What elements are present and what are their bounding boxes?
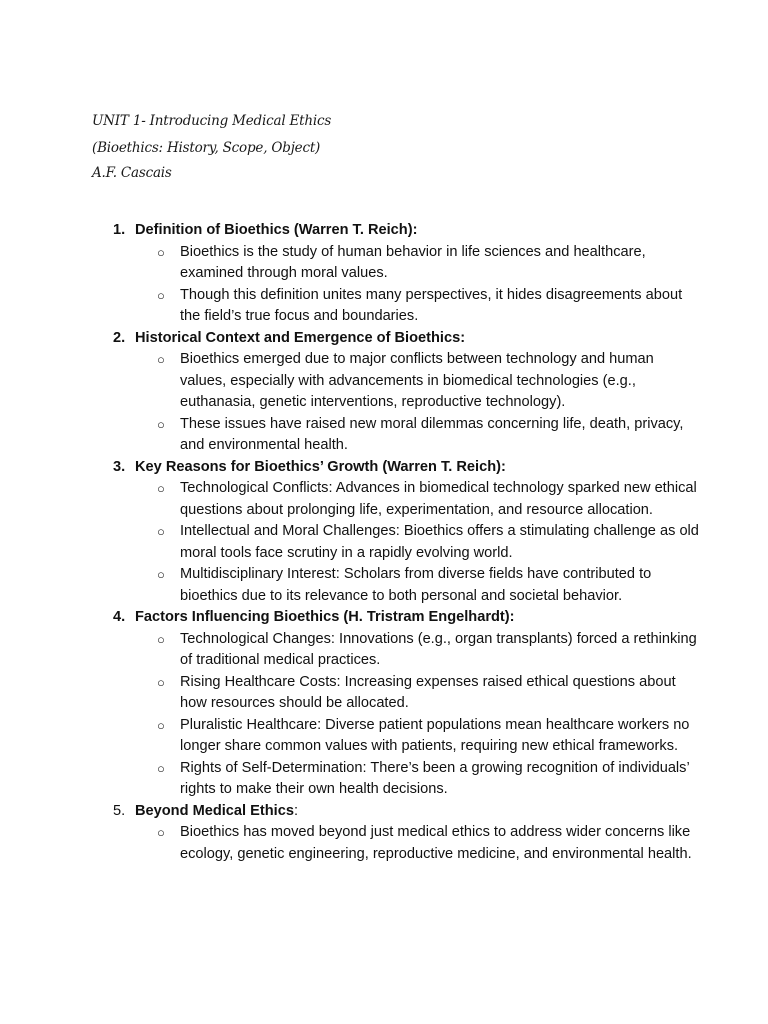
section-number: 2. <box>113 329 126 346</box>
list-item <box>135 629 700 672</box>
bullet-text: Bioethics is the study of human behavior in life sciences and healthcare, examined through moral values. <box>180 243 646 281</box>
hollow-circle-bullet-icon: ○ <box>157 416 165 432</box>
list-item <box>135 564 700 607</box>
author-name: A.F. Cascais <box>92 165 172 181</box>
bullet-text: These issues have raised new moral dilemmas concerning life, death, privacy, and environmental health. <box>180 415 684 453</box>
list-item <box>135 521 700 564</box>
hollow-circle-bullet-icon: ○ <box>157 674 165 690</box>
hollow-circle-bullet-icon: ○ <box>157 244 165 260</box>
outline-list <box>110 220 700 865</box>
section-title: Key Reasons for Bioethics’ Growth (Warren T. Reich): <box>135 458 506 475</box>
section-title: Definition of Bioethics (Warren T. Reich): <box>135 222 418 238</box>
unit-subtitle: (Bioethics: History, Scope, Object) <box>92 140 321 156</box>
list-item <box>135 349 700 414</box>
bullet-list <box>135 242 700 328</box>
list-item <box>135 758 700 801</box>
list-item <box>135 715 700 758</box>
bullet-list <box>135 478 700 607</box>
section-heading <box>135 801 700 823</box>
bullet-list <box>135 822 700 865</box>
list-item <box>135 285 700 328</box>
list-item <box>135 672 700 715</box>
bullet-list <box>135 349 700 457</box>
bullet-text: Technological Changes: Innovations (e.g., organ transplants) forced a rethinking of traditional medical practices. <box>180 630 697 668</box>
hollow-circle-bullet-icon: ○ <box>157 287 165 303</box>
hollow-circle-bullet-icon: ○ <box>157 481 165 496</box>
outline-section <box>110 801 700 866</box>
bullet-text: Bioethics emerged due to major conflicts between technology and human values, especially with advancements in biomedical technologies (e.g., euthanasia, genetic interventions, reproductive technology). <box>180 351 654 410</box>
section-title-suffix: : <box>293 802 299 819</box>
section-number: 4. <box>113 609 126 625</box>
section-number: 3. <box>113 458 126 475</box>
bullet-text: Rising Healthcare Costs: Increasing expenses raised ethical questions about how resources should be allocated. <box>180 673 676 711</box>
section-number: 1. <box>113 222 126 238</box>
section-title: Factors Influencing Bioethics (H. Tristram Engelhardt): <box>135 609 515 625</box>
bullet-list <box>135 629 700 801</box>
outline-section <box>110 328 700 457</box>
bullet-text: Bioethics has moved beyond just medical ethics to address wider concerns like ecology, genetic engineering, reproductive medicine, and environmental health. <box>180 824 692 862</box>
document-header <box>92 111 331 190</box>
bullet-text: Though this definition unites many perspectives, it hides disagreements about the field’s true focus and boundaries. <box>180 286 683 324</box>
outline-section <box>110 457 700 608</box>
hollow-circle-bullet-icon: ○ <box>157 524 165 539</box>
unit-title: UNIT 1- Introducing Medical Ethics <box>92 113 332 129</box>
list-item <box>135 414 700 457</box>
hollow-circle-bullet-icon: ○ <box>157 760 165 776</box>
section-title: Historical Context and Emergence of Bioethics: <box>135 329 466 346</box>
section-number: 5. <box>113 802 126 819</box>
hollow-circle-bullet-icon: ○ <box>157 825 165 840</box>
list-item <box>135 822 700 865</box>
hollow-circle-bullet-icon: ○ <box>157 352 165 367</box>
bullet-text: Technological Conflicts: Advances in biomedical technology sparked new ethical questions about prolonging life, experimentation, and resource allocation. <box>180 480 697 518</box>
section-title: Beyond Medical Ethics <box>135 802 294 819</box>
outline-section <box>110 607 700 801</box>
hollow-circle-bullet-icon: ○ <box>157 567 165 582</box>
list-item <box>135 242 700 285</box>
bullet-text: Rights of Self-Determination: There’s been a growing recognition of individuals’ rights to make their own health decisions. <box>180 759 690 797</box>
bullet-text: Pluralistic Healthcare: Diverse patient populations mean healthcare workers no longer share common values with patients, requiring new ethical frameworks. <box>180 716 690 754</box>
list-item <box>135 478 700 521</box>
hollow-circle-bullet-icon: ○ <box>157 717 165 733</box>
bullet-text: Intellectual and Moral Challenges: Bioethics offers a stimulating challenge as old moral tools face scrutiny in a rapidly evolving world. <box>180 523 699 561</box>
outline-section <box>110 220 700 328</box>
hollow-circle-bullet-icon: ○ <box>157 631 165 647</box>
bullet-text: Multidisciplinary Interest: Scholars from diverse fields have contributed to bioethics due to its relevance to both personal and societal behavior. <box>180 566 652 604</box>
